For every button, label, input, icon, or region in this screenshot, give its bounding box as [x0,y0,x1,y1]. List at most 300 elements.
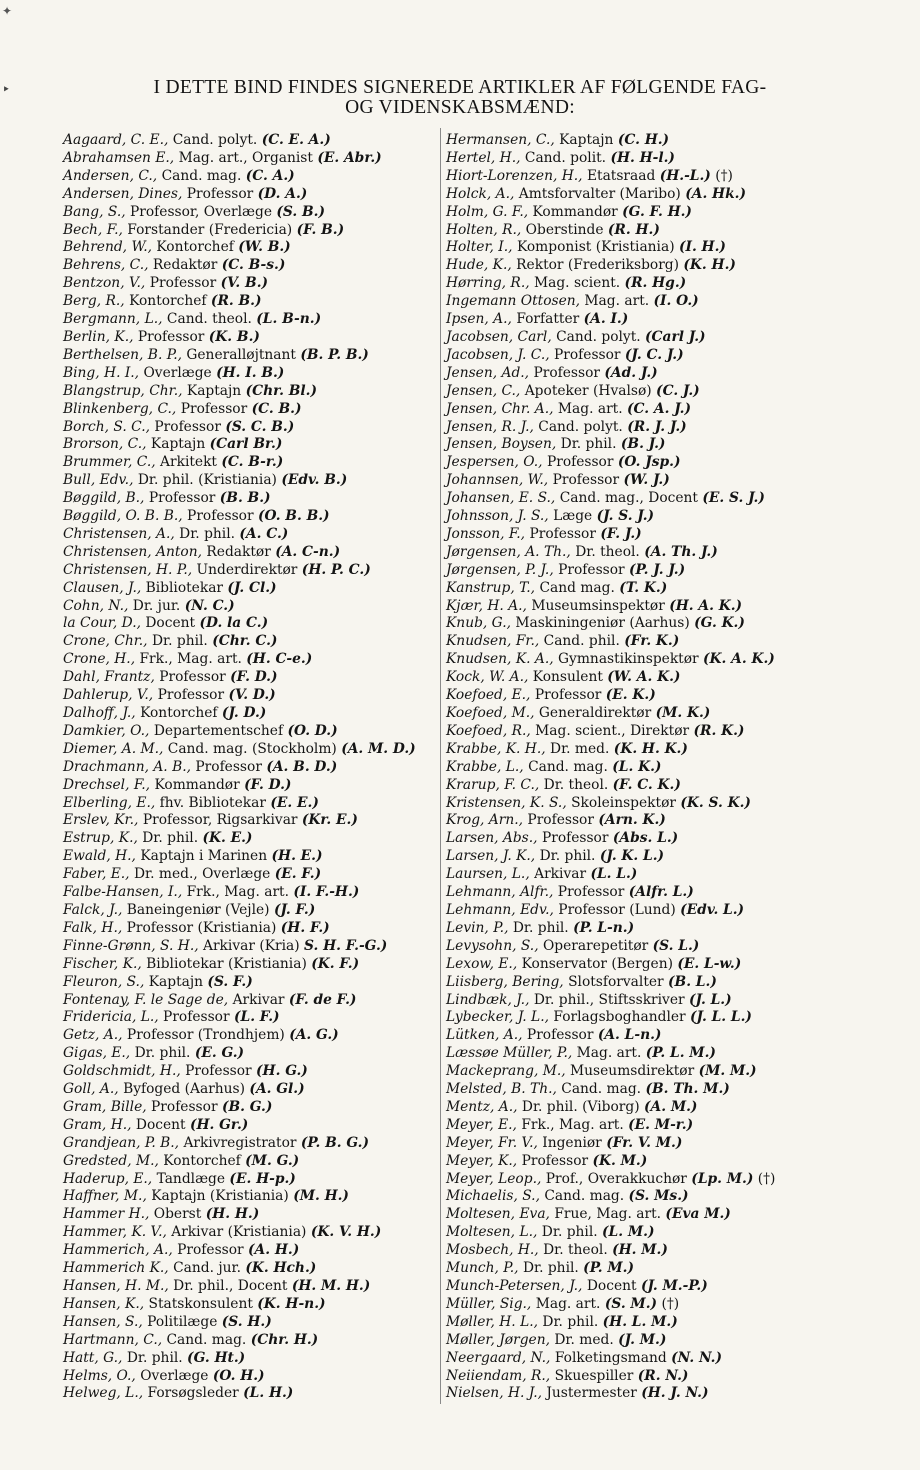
contributor-title: Dr. phil. [522,1260,579,1277]
contributor-entry [446,1081,846,1097]
contributor-signature: (G. F. H.) [622,203,692,220]
contributor-name: Hansen, S., [63,1313,143,1330]
contributor-entry [446,830,846,846]
contributor-entry [63,383,435,399]
contributor-signature: (K. F.) [311,955,360,972]
contributor-entry [63,741,435,757]
contributor-title: Professor [533,364,600,381]
contributor-signature: (C. A.) [245,167,295,184]
contributor-entry [446,239,846,255]
contributor-entry [446,1099,846,1115]
contributor-entry [446,1135,846,1151]
contributor-signature: (H. G.) [256,1063,308,1080]
contributor-name: Johannsen, W., [446,472,549,489]
contributor-name: Fischer, K., [63,955,142,972]
page-title-line-1: I DETTE BIND FINDES SIGNEREDE ARTIKLER AF FØLGENDE FAG- [153,77,767,98]
contributor-signature: (S. Ms.) [628,1188,689,1205]
contributor-entry [446,132,846,148]
contributor-name: Ewald, H., [63,848,136,865]
contributors-column-right [446,132,846,1402]
corner-mark: ✦ [2,4,13,18]
contributor-name: Gredsted, M., [63,1152,159,1169]
contributor-entry [63,1117,435,1133]
contributor-signature: (Fr. K.) [624,633,680,650]
contributor-title: Arkitekt [160,454,217,471]
contributor-signature: (E. M-r.) [628,1116,694,1133]
contributor-signature: (K. A. K.) [703,651,775,668]
contributor-title: Professor [154,418,221,435]
contributor-entry [63,866,435,882]
contributor-entry [446,1045,846,1061]
contributor-signature: (O. D.) [287,722,338,739]
contributor-title: Arkivar [232,991,285,1008]
contributor-title: Cand. phil. [543,633,620,650]
contributor-signature: (Fr. V. M.) [606,1134,683,1151]
contributor-title: Generaldirektør [538,705,652,721]
contributor-signature: (K. E.) [202,830,253,847]
contributor-entry [63,1368,435,1384]
contributor-title: Docent [586,1278,637,1294]
contributor-name: Crone, Chr., [63,633,148,650]
contributor-entry [446,848,846,864]
contributor-entry [446,1117,846,1133]
contributor-entry [446,1224,846,1240]
contributor-title: Mag. art. [584,293,650,310]
contributor-entry [446,526,846,542]
contributor-name: Munch-Petersen, J., [446,1278,583,1294]
contributor-name: Lybecker, J. L., [446,1009,549,1026]
contributor-signature: (J. L.) [689,991,732,1008]
contributor-title: Dr. med. [550,740,610,757]
contributor-name: Liisberg, Bering, [446,973,564,990]
contributor-name: Lütken, A., [446,1027,523,1044]
contributor-name: Meyer, K., [446,1152,518,1169]
contributor-entry [63,239,435,255]
contributor-name: la Cour, D., [63,615,141,632]
contributor-title: Cand. polyt. [172,132,258,148]
contributor-name: Hansen, H. M., [63,1278,169,1294]
contributor-name: Berg, R., [63,293,125,310]
contributor-title: Arkivregistrator [183,1134,297,1151]
contributor-signature: (E. G.) [194,1045,245,1062]
contributor-signature: (F. D.) [244,776,292,793]
contributor-entry [446,186,846,202]
contributor-entry [446,401,846,417]
contributor-entry [63,777,435,793]
contributor-title: Dr. phil. (Viborg) [521,1098,640,1115]
contributor-entry [446,1332,846,1348]
contributor-entry [63,705,435,721]
contributor-entry [446,508,846,524]
contributor-entry [446,490,846,506]
contributor-signature: (Chr. C.) [212,633,278,650]
contributor-name: Koefoed, E., [446,687,531,704]
contributor-entry [63,1206,435,1222]
contributor-signature: (S. H.) [221,1313,272,1330]
contributor-name: Læssøe Müller, P., [446,1045,573,1062]
contributor-signature: (W. B.) [238,239,291,256]
contributor-name: Fridericia, L., [63,1009,159,1026]
contributor-name: Hørring, R., [446,275,530,292]
contributor-entry [63,830,435,846]
contributor-signature: (A. C.) [239,525,289,542]
contributor-name: Koefoed, R., [446,722,531,739]
contributor-entry [446,1314,846,1330]
contributor-name: Krabbe, L., [446,758,524,775]
contributor-entry [446,222,846,238]
contributor-title: Cand. mag. [561,1081,642,1098]
contributor-signature: (J. S. J.) [596,508,655,525]
contributor-signature: (L. F.) [233,1009,280,1026]
contributor-signature: (A. G.) [289,1027,339,1044]
contributor-entry [63,1278,435,1294]
contributor-title: Konservator (Bergen) [521,955,673,972]
contributor-title: Docent [135,1116,186,1133]
contributor-entry [63,992,435,1008]
contributor-name: Hertel, H., [446,149,521,166]
contributor-name: Berthelsen, B. P., [63,346,182,363]
contributor-name: Jacobsen, Carl, [446,328,552,345]
contributor-name: Borch, S. C., [63,418,150,435]
contributor-entry [446,902,846,918]
contributor-title: Bibliotekar (Kristiania) [146,955,307,972]
contributor-title: Dr. med. [554,1331,614,1348]
contributor-name: Krarup, F. C., [446,776,540,793]
contributor-signature: (H. J. N.) [641,1385,709,1402]
contributor-title: Professor [557,884,625,901]
contributor-signature: (C. E. A.) [261,132,331,148]
contributor-entry [63,723,435,739]
contributor-title: Forstander (Fredericia) [127,221,293,238]
contributor-entry [63,419,435,435]
contributor-name: Dahl, Frantz, [63,669,155,686]
contributor-name: Hude, K., [446,257,512,274]
contributor-signature: (B. L.) [668,973,717,990]
contributor-title: Professor [137,328,205,345]
contributor-name: Bech, F., [63,221,123,238]
contributor-entry [63,598,435,614]
contributor-entry [446,1350,846,1366]
contributor-name: Koefoed, M., [446,705,535,721]
contributor-entry [63,311,435,327]
contributor-name: Michaelis, S., [446,1188,540,1205]
contributor-title: Cand mag. [539,579,615,596]
contributor-name: Bull, Edv., [63,472,134,489]
contributor-signature: (A. M. D.) [341,740,416,757]
contributor-name: Müller, Sig., [446,1295,532,1312]
contributor-signature: (A. I.) [583,311,629,328]
contributor-name: Holten, R., [446,221,522,238]
contributor-name: Goll, A., [63,1081,119,1098]
contributor-name: Hartmann, C., [63,1331,163,1348]
contributor-signature: (K. H. K.) [613,740,688,757]
contributor-title: Cand. polyt. [556,328,641,345]
contributor-title: Mag. art. [557,400,623,417]
contributor-entry [446,812,846,828]
contributor-title: Redaktør [206,543,271,560]
contributor-signature: (W. A. K.) [607,669,681,686]
contributor-signature: (S. L.) [652,937,700,954]
contributor-title: Professor [529,525,596,542]
contributor-entry [446,1027,846,1043]
contributor-name: Estrup, K., [63,830,138,847]
contributor-signature: (B. Th. M.) [645,1081,730,1098]
contributor-signature: (C. B.) [251,400,302,417]
contributor-title: Dr. jur. [132,597,181,614]
contributor-signature: (H. Gr.) [189,1116,249,1133]
contributor-name: Crone, H., [63,651,136,668]
contributor-title: Frk., Mag. art. [139,651,242,668]
contributor-name: Mackeprang, M., [446,1063,566,1080]
contributor-signature: (O. B. B.) [257,508,330,525]
contributor-signature: (K. H.) [683,257,736,274]
contributor-name: Hammer H., [63,1206,150,1223]
contributor-entry [446,615,846,631]
contributor-entry [63,186,435,202]
contributor-entry [63,687,435,703]
contributor-title: Dr. phil. [541,1224,598,1241]
contributor-entry [63,365,435,381]
contributor-name: Larsen, Abs., [446,830,538,847]
contributor-entry [446,436,846,452]
contributor-title: Baneingeniør (Vejle) [126,901,270,918]
contributor-entry [446,1242,846,1258]
contributor-title: Politilæge [147,1313,218,1330]
contributor-title: Mag. art., Organist [178,149,313,166]
contributor-title: Frk., Mag. art. [521,1116,624,1133]
contributor-name: Levin, P., [446,919,509,936]
contributor-signature: (D. A.) [257,185,308,202]
contributor-entry [63,222,435,238]
contributors-column-left [63,132,435,1402]
contributor-name: Nielsen, H. J., [446,1385,542,1402]
contributor-signature: (B. J.) [620,436,666,453]
contributor-entry [446,150,846,166]
contributor-name: Lindbæk, J., [446,991,530,1008]
contributor-entry [63,490,435,506]
contributor-title: Arkivar (Kristiania) [171,1224,307,1241]
contributor-title: Professor [541,830,609,847]
contributor-name: Knub, G., [446,615,511,632]
contributor-entry [63,1296,435,1312]
contributor-signature: (H. M. H.) [291,1278,371,1294]
contributor-entry [63,580,435,596]
contributor-name: Jensen, Ad., [446,364,530,381]
contributor-title: Cand. mag. (Stockholm) [167,740,337,757]
contributor-title: Arkivar [534,866,587,883]
contributor-entry [63,1153,435,1169]
contributor-signature: (F. de F.) [288,991,357,1008]
contributor-entry [446,1260,846,1276]
contributor-signature: (H. A. K.) [669,597,743,614]
contributor-signature: (Arn. K.) [598,812,666,829]
contributor-name: Haffner, M., [63,1188,147,1205]
contributor-entry [446,544,846,560]
contributor-signature: (R. Hg.) [624,275,687,292]
contributor-name: Hammerich K., [63,1260,169,1277]
contributor-signature: (A. Hk.) [685,185,746,202]
contributor-title: Statskonsulent [148,1295,253,1312]
contributor-signature: (R. H.) [607,221,660,238]
contributor-name: Dahlerup, V., [63,687,154,704]
contributor-title: Cand. mag. [161,167,242,184]
contributor-signature: (F. J.) [600,525,642,542]
contributor-entry [63,401,435,417]
contributor-signature: (O. H.) [212,1367,265,1384]
contributor-title: Dr. phil. [539,848,596,865]
contributor-title: Professor [163,1009,230,1026]
contributor-signature: (F. C. K.) [612,776,681,793]
contributor-signature: (E. E.) [270,794,319,811]
contributor-title: Dr. phil. [134,1045,191,1062]
contributor-name: Fleuron, S., [63,973,145,990]
contributor-name: Johnsson, J. S., [446,508,549,525]
contributor-name: Brummer, C., [63,454,156,471]
contributor-title: Cand. polyt. [538,418,623,435]
contributor-entry [63,1332,435,1348]
contributor-signature: (I. H.) [678,239,726,256]
contributor-title: fhv. Bibliotekar [159,794,266,811]
contributor-title: Apoteker (Hvalsø) [524,382,652,399]
contributor-name: Moltesen, Eva, [446,1206,550,1223]
contributor-name: Haderup, E., [63,1170,153,1187]
contributor-name: Hammerich, A., [63,1242,173,1259]
contributor-title: Professor [157,687,225,704]
contributor-title: Cand. mag., Docent [559,490,698,507]
contributor-signature: (V. D.) [228,687,276,704]
contributor-entry [446,580,846,596]
contributor-name: Brorson, C., [63,436,147,453]
contributor-title: Justermester [546,1385,637,1402]
contributor-name: Gigas, E., [63,1045,131,1062]
contributor-entry [446,419,846,435]
contributor-title: Professor, Rigsarkivar [142,812,298,829]
contributor-entry [446,669,846,685]
contributor-signature: (Carl Br.) [209,436,283,453]
contributor-signature: (Carl J.) [645,328,706,345]
contributor-signature: (F. B.) [296,221,345,238]
contributor-signature: (L. B-n.) [256,311,322,328]
contributor-signature: (E. S. J.) [702,490,765,507]
contributor-name: Krog, Arn., [446,812,524,829]
contributor-title: Generalløjtnant [186,346,296,363]
contributor-title: Mag. art. [576,1045,642,1062]
contributor-signature: (H. L. M.) [602,1313,678,1330]
contributor-name: Bøggild, O. B. B., [63,508,183,525]
contributor-name: Krabbe, K. H., [446,740,546,757]
contributor-entry [63,633,435,649]
contributor-entry [446,956,846,972]
contributor-signature: (A. M.) [643,1098,698,1115]
contributor-name: Christensen, H. P., [63,561,193,578]
contributor-entry [446,454,846,470]
contributor-name: Cohn, N., [63,597,129,614]
contributor-entry [63,1350,435,1366]
contributor-entry [446,884,846,900]
contributor-entry [446,257,846,273]
contributor-entry [446,383,846,399]
contributor-signature: (K. Hch.) [245,1260,317,1277]
contributor-name: Mentz, A., [446,1098,518,1115]
contributor-entry [446,168,846,184]
contributor-name: Ipsen, A., [446,311,512,328]
contributor-signature: (P. B. G.) [300,1134,369,1151]
contributor-name: Kristensen, K. S., [446,794,567,811]
contributor-title: Oberstinde [525,221,604,238]
contributor-signature: (E. F.) [274,866,322,883]
contributor-name: Hammer, K. V., [63,1224,167,1241]
contributor-signature: (H.-L.) [659,167,711,184]
contributor-name: Getz, A., [63,1027,123,1044]
contributor-signature: (G. K.) [694,615,745,632]
contributor-signature: (P. M.) [583,1260,635,1277]
contributor-entry [63,293,435,309]
contributor-title: Mag. scient., Direktør [535,722,690,739]
contributor-signature: (C. B-s.) [221,257,286,274]
contributor-entry [446,633,846,649]
contributor-name: Behrend, W., [63,239,152,256]
contributor-title: Mag. art. [535,1295,601,1312]
contributor-signature: (B. B.) [219,490,271,507]
contributor-title: Gymnastikinspektør [558,651,699,668]
contributor-signature: (E. Abr.) [317,149,382,166]
contributor-name: Bang, S., [63,203,126,220]
contributor-signature: (J. D.) [221,705,267,721]
contributor-entry [446,974,846,990]
contributor-name: Dalhoff, J., [63,705,136,721]
contributor-title: Forlagsboghandler [553,1009,686,1026]
contributor-signature: (I. O.) [653,293,699,310]
contributor-entry [446,1206,846,1222]
contributor-name: Diemer, A. M., [63,740,164,757]
contributor-entry [446,1188,846,1204]
contributor-title: Kontorchef [140,705,218,721]
contributor-title: Professor [553,346,621,363]
contributor-signature: (E. H-p.) [229,1170,296,1187]
contributor-name: Jensen, R. J., [446,418,534,435]
contributor-signature: (Chr. Bl.) [245,382,317,399]
contributor-name: Andersen, Dines, [63,185,183,202]
contributor-title: Professor, Overlæge [129,203,273,220]
contributor-entry [446,275,846,291]
contributor-entry [63,1081,435,1097]
contributor-entry [63,1099,435,1115]
contributor-title: Professor [558,561,625,578]
contributor-name: Helweg, L., [63,1385,144,1402]
contributor-name: Hatt, G., [63,1349,123,1366]
contributor-entry [446,1171,846,1187]
contributor-title: Skoleinspektør [571,794,676,811]
contributor-title: Overlæge [140,1367,209,1384]
contributor-name: Finne-Grønn, S. H., [63,937,199,954]
contributor-title: Kontorchef [156,239,234,256]
deceased-mark: (†) [715,167,733,184]
contributor-entry [63,1314,435,1330]
contributor-entry [63,347,435,363]
contributor-title: Cand. polit. [524,149,607,166]
contributor-name: Jespersen, O., [446,454,543,471]
contributor-title: Dr. phil. [560,436,617,453]
contributor-signature: (Kr. E.) [301,812,358,829]
contributor-name: Levysohn, S., [446,937,539,954]
contributor-title: Skuespiller [554,1367,634,1384]
contributor-title: Dr. phil. (Kristiania) [137,472,277,489]
contributor-signature: (M. H.) [293,1188,349,1205]
contributor-name: Mosbech, H., [446,1242,539,1259]
contributor-signature: (A. Th. J.) [644,543,718,560]
contributor-entry [446,651,846,667]
contributor-entry [63,1224,435,1240]
